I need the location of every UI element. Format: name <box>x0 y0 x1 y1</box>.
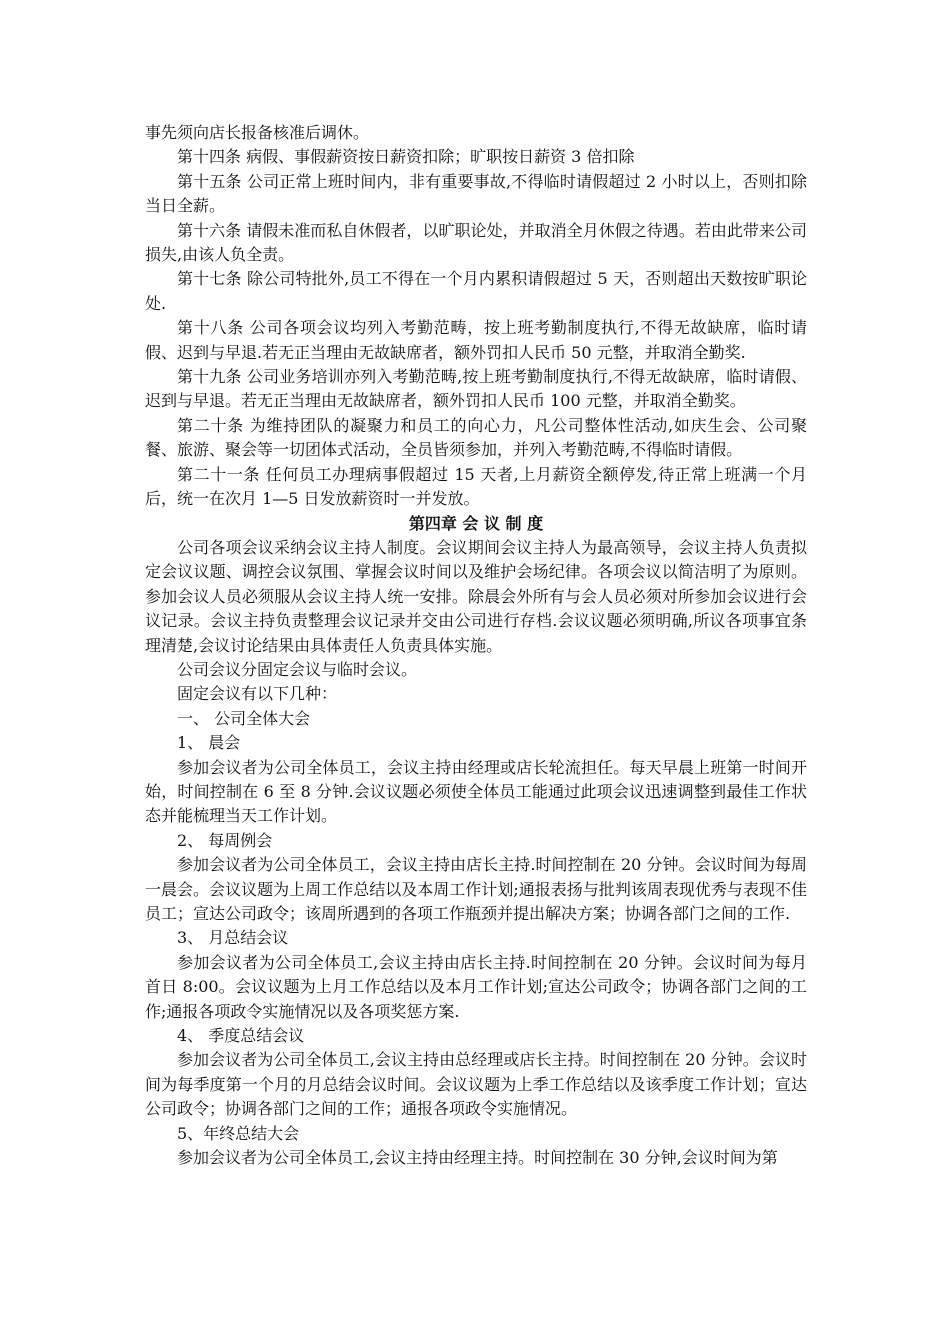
annual-meeting-paragraph: 参加会议者为公司全体员工,会议主持由经理主持。时间控制在 30 分钟,会议时间为第 <box>177 1148 778 1168</box>
chapter-heading: 第四章 会 议 制 度 <box>408 513 544 533</box>
section-title-company-assembly: 一、 公司全体大会 <box>177 708 311 728</box>
article-16: 第十六条 请假未准而私自休假者，以旷职论处，并取消全月休假之待遇。若由此带来公司损失,由该人负全责。 <box>145 220 807 265</box>
article-14: 第十四条 病假、事假薪资按日薪资扣除；旷职按日薪资 3 倍扣除 <box>177 147 635 167</box>
morning-meeting-paragraph: 参加会议者为公司全体员工，会议主持由经理或店长轮流担任。每天早晨上班第一时间开始，时间控制在 6 至 8 分钟.会议议题必须使全体员工能通过此项会议迅速调整到最佳工作状态并能梳理当天工作计划。 <box>145 757 807 826</box>
meeting-types-paragraph: 公司会议分固定会议与临时会议。 <box>177 659 418 679</box>
meeting-intro-paragraph: 公司各项会议采纳会议主持人制度。会议期间会议主持人为最高领导，会议主持人负责拟定会议议题、调控会议氛围、掌握会议时间以及维护会场纪律。各项会议以简洁明了为原则。参加会议人员必须服从会议主持人统一安排。除晨会外所有与会人员必须对所参加会议进行会议记录。会议主持负责整理会议记录并交由公司进行存档.会议议题必须明确,所议各项事宜条理清楚,会议讨论结果由具体责任人负责具体实施。 <box>145 537 807 655</box>
article-15: 第十五条 公司正常上班时间内，非有重要事故,不得临时请假超过 2 小时以上，否则扣除当日全薪。 <box>145 171 807 216</box>
article-18: 第十八条 公司各项会议均列入考勤范畴，按上班考勤制度执行,不得无故缺席，临时请假、迟到与早退.若无正当理由无故缺席者，额外罚扣人民币 50 元整，并取消全勤奖. <box>145 318 807 362</box>
paragraph-continuation: 事先须向店长报备核准后调休。 <box>145 123 370 142</box>
document-body <box>145 121 807 1170</box>
quarterly-meeting-paragraph: 参加会议者为公司全体员工,会议主持由总经理或店长主持。时间控制在 20 分钟。会议时间为每季度第一个月的月总结会议时间。会议议题为上季工作总结以及该季度工作计划；宣达公司政令；协调各部门之间的工作；通报各项政令实施情况。 <box>145 1050 807 1119</box>
article-17: 第十七条 除公司特批外,员工不得在一个月内累积请假超过 5 天，否则超出天数按旷职论处. <box>145 269 807 313</box>
item-title-weekly-meeting: 2、 每周例会 <box>177 830 273 850</box>
weekly-meeting-paragraph: 参加会议者为公司全体员工，会议主持由店长主持.时间控制在 20 分钟。会议时间为每周一晨会。会议议题为上周工作总结以及本周工作计划;通报表扬与批判该周表现优秀与表现不佳员工；宣达公司政令；该周所遇到的各项工作瓶颈并提出解决方案；协调各部门之间的工作. <box>145 855 807 923</box>
fixed-meetings-intro: 固定会议有以下几种： <box>177 684 338 704</box>
article-21: 第二十一条 任何员工办理病事假超过 15 天者,上月薪资全额停发,待正常上班满一个月后，统一在次月 1—5 日发放薪资时一并发放。 <box>145 464 807 509</box>
article-20: 第二十条 为维持团队的凝聚力和员工的向心力，凡公司整体性活动,如庆生会、公司聚餐、旅游、聚会等一切团体式活动，全员皆须参加，并列入考勤范畴,不得临时请假。 <box>145 415 807 460</box>
item-title-annual-meeting: 5、年终总结大会 <box>177 1123 300 1143</box>
item-title-monthly-meeting: 3、 月总结会议 <box>177 928 289 948</box>
item-title-quarterly-meeting: 4、 季度总结会议 <box>177 1026 305 1046</box>
item-title-morning-meeting: 1、 晨会 <box>177 733 241 753</box>
monthly-meeting-paragraph: 参加会议者为公司全体员工,会议主持由店长主持.时间控制在 20 分钟。会议时间为每月首日 8:00。会议议题为上月工作总结以及本月工作计划;宣达公司政令；协调各部门之间的工作;通报各项政令实施情况以及各项奖惩方案. <box>145 952 807 1021</box>
article-19: 第十九条 公司业务培训亦列入考勤范畴,按上班考勤制度执行,不得无故缺席，临时请假、迟到与早退。若无正当理由无故缺席者，额外罚扣人民币 100 元整，并取消全勤奖。 <box>145 367 807 411</box>
